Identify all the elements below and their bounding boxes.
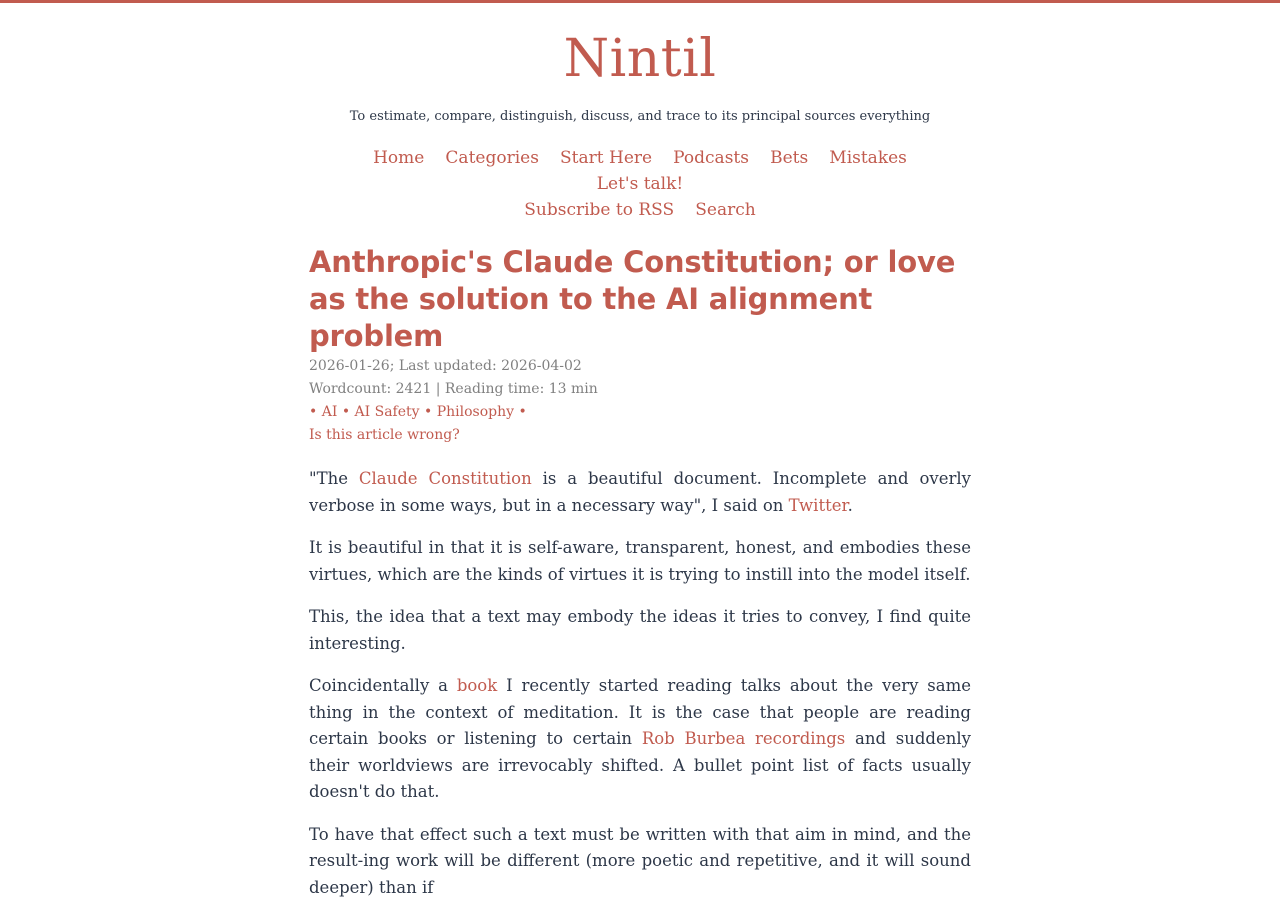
post-stats: Wordcount: 2421 | Reading time: 13 min [309, 381, 598, 397]
paragraph: It is beautiful in that it is self-aware, transparent, honest, and embodies these virtues, which are the kinds of virtues it is trying to instill into the model itself. [309, 538, 971, 584]
nav-start-here[interactable]: Start Here [560, 148, 653, 168]
paragraph [309, 466, 971, 519]
site-tagline: To estimate, compare, distinguish, discuss, and trace to its principal sources everything [349, 109, 931, 124]
paragraph-text: "The [309, 469, 359, 488]
tag-separator: • [518, 404, 527, 420]
article-wrong-link[interactable]: Is this article wrong? [309, 427, 460, 443]
book-link[interactable]: book [456, 676, 498, 695]
nav-categories[interactable]: Categories [445, 148, 539, 168]
post-content [309, 244, 971, 917]
paragraph-text: . [847, 495, 853, 515]
site-title-link[interactable]: Nintil [563, 29, 717, 89]
paragraph-text: I recently started reading talks about the very same thing in the context of meditation. It is the case that people are reading certain books or listening to certain [309, 676, 971, 748]
post-tags [309, 401, 971, 424]
nav-home[interactable]: Home [373, 148, 425, 168]
main-nav [320, 145, 960, 223]
tag-separator: • [341, 404, 351, 420]
tag-ai[interactable]: AI [321, 404, 338, 420]
article-body [309, 466, 971, 901]
nav-subscribe-rss[interactable]: Subscribe to RSS [524, 200, 675, 220]
nav-lets-talk[interactable]: Let's talk! [596, 174, 684, 194]
rob-burbea-recordings-link[interactable]: Rob Burbea recordings [641, 729, 846, 748]
paragraph-text: and suddenly their worldviews are irrevocably shifted. A bullet point list of facts usually doesn't do that. [309, 729, 971, 801]
paragraph: This, the idea that a text may embody the ideas it tries to convey, I find quite interesting. [309, 607, 971, 653]
post-title: Anthropic's Claude Constitution; or love as the solution to the AI alignment problem [309, 245, 956, 353]
nav-search[interactable]: Search [695, 200, 756, 220]
tag-philosophy[interactable]: Philosophy [436, 404, 515, 420]
top-accent-bar [0, 0, 1280, 3]
site-header [0, 0, 1280, 223]
twitter-link[interactable]: Twitter [788, 495, 848, 515]
paragraph-text: is a beautiful document. Incomplete and overly verbose in some ways, but in a necessary way", I said on [309, 469, 972, 515]
post-dates: 2026-01-26; Last updated: 2026-04-02 [309, 358, 582, 374]
claude-constitution-link[interactable]: Claude Constitution [358, 469, 532, 488]
paragraph-text: Coincidentally a [309, 676, 457, 695]
tag-ai-safety[interactable]: AI Safety [354, 404, 420, 420]
tag-separator: • [424, 404, 433, 420]
tag-separator: • [309, 404, 318, 420]
paragraph: To have that effect such a text must be written with that aim in mind, and the result-ing work will be different (more poetic and repetitive, and it will sound deeper) than if [309, 824, 971, 897]
paragraph [309, 673, 971, 806]
nav-mistakes[interactable]: Mistakes [829, 148, 907, 168]
nav-bets[interactable]: Bets [770, 148, 809, 168]
nav-podcasts[interactable]: Podcasts [673, 148, 749, 168]
